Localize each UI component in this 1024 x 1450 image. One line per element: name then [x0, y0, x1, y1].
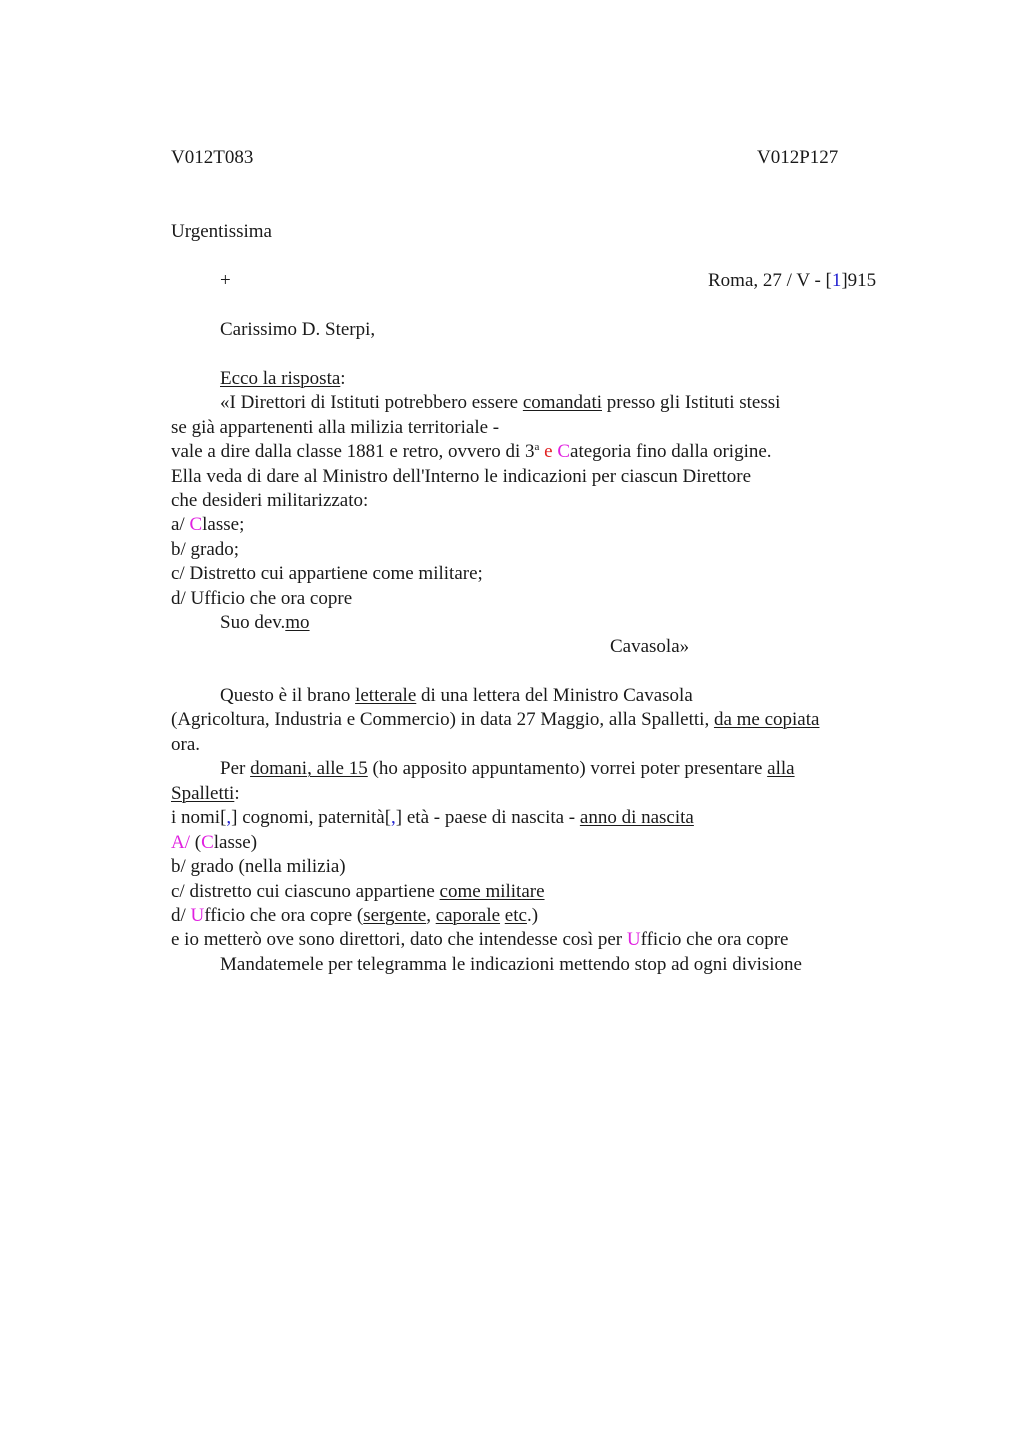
quote-closing: Suo dev.mo: [220, 612, 310, 633]
body-line-2: (Agricoltura, Industria e Commercio) in data 27 Maggio, alla Spalletti, da me copiata: [171, 709, 820, 730]
quote-line-4: Ella veda di dare al Ministro dell'Interno le indicazioni per ciascun Direttore: [171, 466, 752, 487]
quote-item-a: a/ Classe;: [171, 514, 245, 535]
quote-item-c: c/ Distretto cui appartiene come militare;: [171, 563, 483, 584]
quote-line-1: «I Direttori di Istituti potrebbero essere comandati presso gli Istituti stessi: [220, 392, 781, 413]
cross-mark: +: [220, 270, 231, 291]
quote-item-d: d/ Ufficio che ora copre: [171, 588, 353, 609]
quote-line-3: vale a dire dalla classe 1881 e retro, ovvero di 3$^a$ e Categoria fino dalla origine.: [171, 441, 772, 462]
quote-item-b: b/ grado;: [171, 539, 240, 560]
quote-signature: Cavasola»: [610, 636, 690, 657]
quote-line-5: che desideri militarizzato:: [171, 490, 369, 511]
body-last-line: Mandatemele per telegramma le indicazioni mettendo stop ad ogni divisione: [220, 954, 802, 975]
body-item-b: b/ grado (nella milizia): [171, 856, 346, 877]
salutation: Carissimo D. Sterpi,: [220, 319, 376, 340]
body-item-c: c/ distretto cui ciascuno appartiene come militare: [171, 881, 545, 902]
body-line-e: e io metterò ove sono direttori, dato che intendesse così per Ufficio che ora copre: [171, 929, 789, 950]
urgent-label: Urgentissima: [171, 221, 272, 242]
quote-line-2: se già appartenenti alla milizia territoriale -: [171, 417, 500, 438]
body-line-6: i nomi[,] cognomi, paternità[,] età - paese di nascita - anno di nascita: [171, 807, 694, 828]
body-line-4: Per domani, alle 15 (ho apposito appuntamento) vorrei poter presentare alla: [220, 758, 795, 779]
body-item-a: A/ (Classe): [171, 832, 258, 853]
body-line-5: Spalletti:: [171, 783, 240, 804]
body-item-d: d/ Ufficio che ora copre (sergente, caporale etc.): [171, 905, 539, 926]
letter-date: Roma, 27 / V - [1]915: [708, 270, 877, 291]
document-code-right: V012P127: [757, 147, 839, 168]
intro-line: Ecco la risposta:: [220, 368, 346, 389]
body-line-1: Questo è il brano letterale di una lettera del Ministro Cavasola: [220, 685, 693, 706]
document-code-left: V012T083: [171, 147, 254, 168]
body-line-3: ora.: [171, 734, 201, 755]
